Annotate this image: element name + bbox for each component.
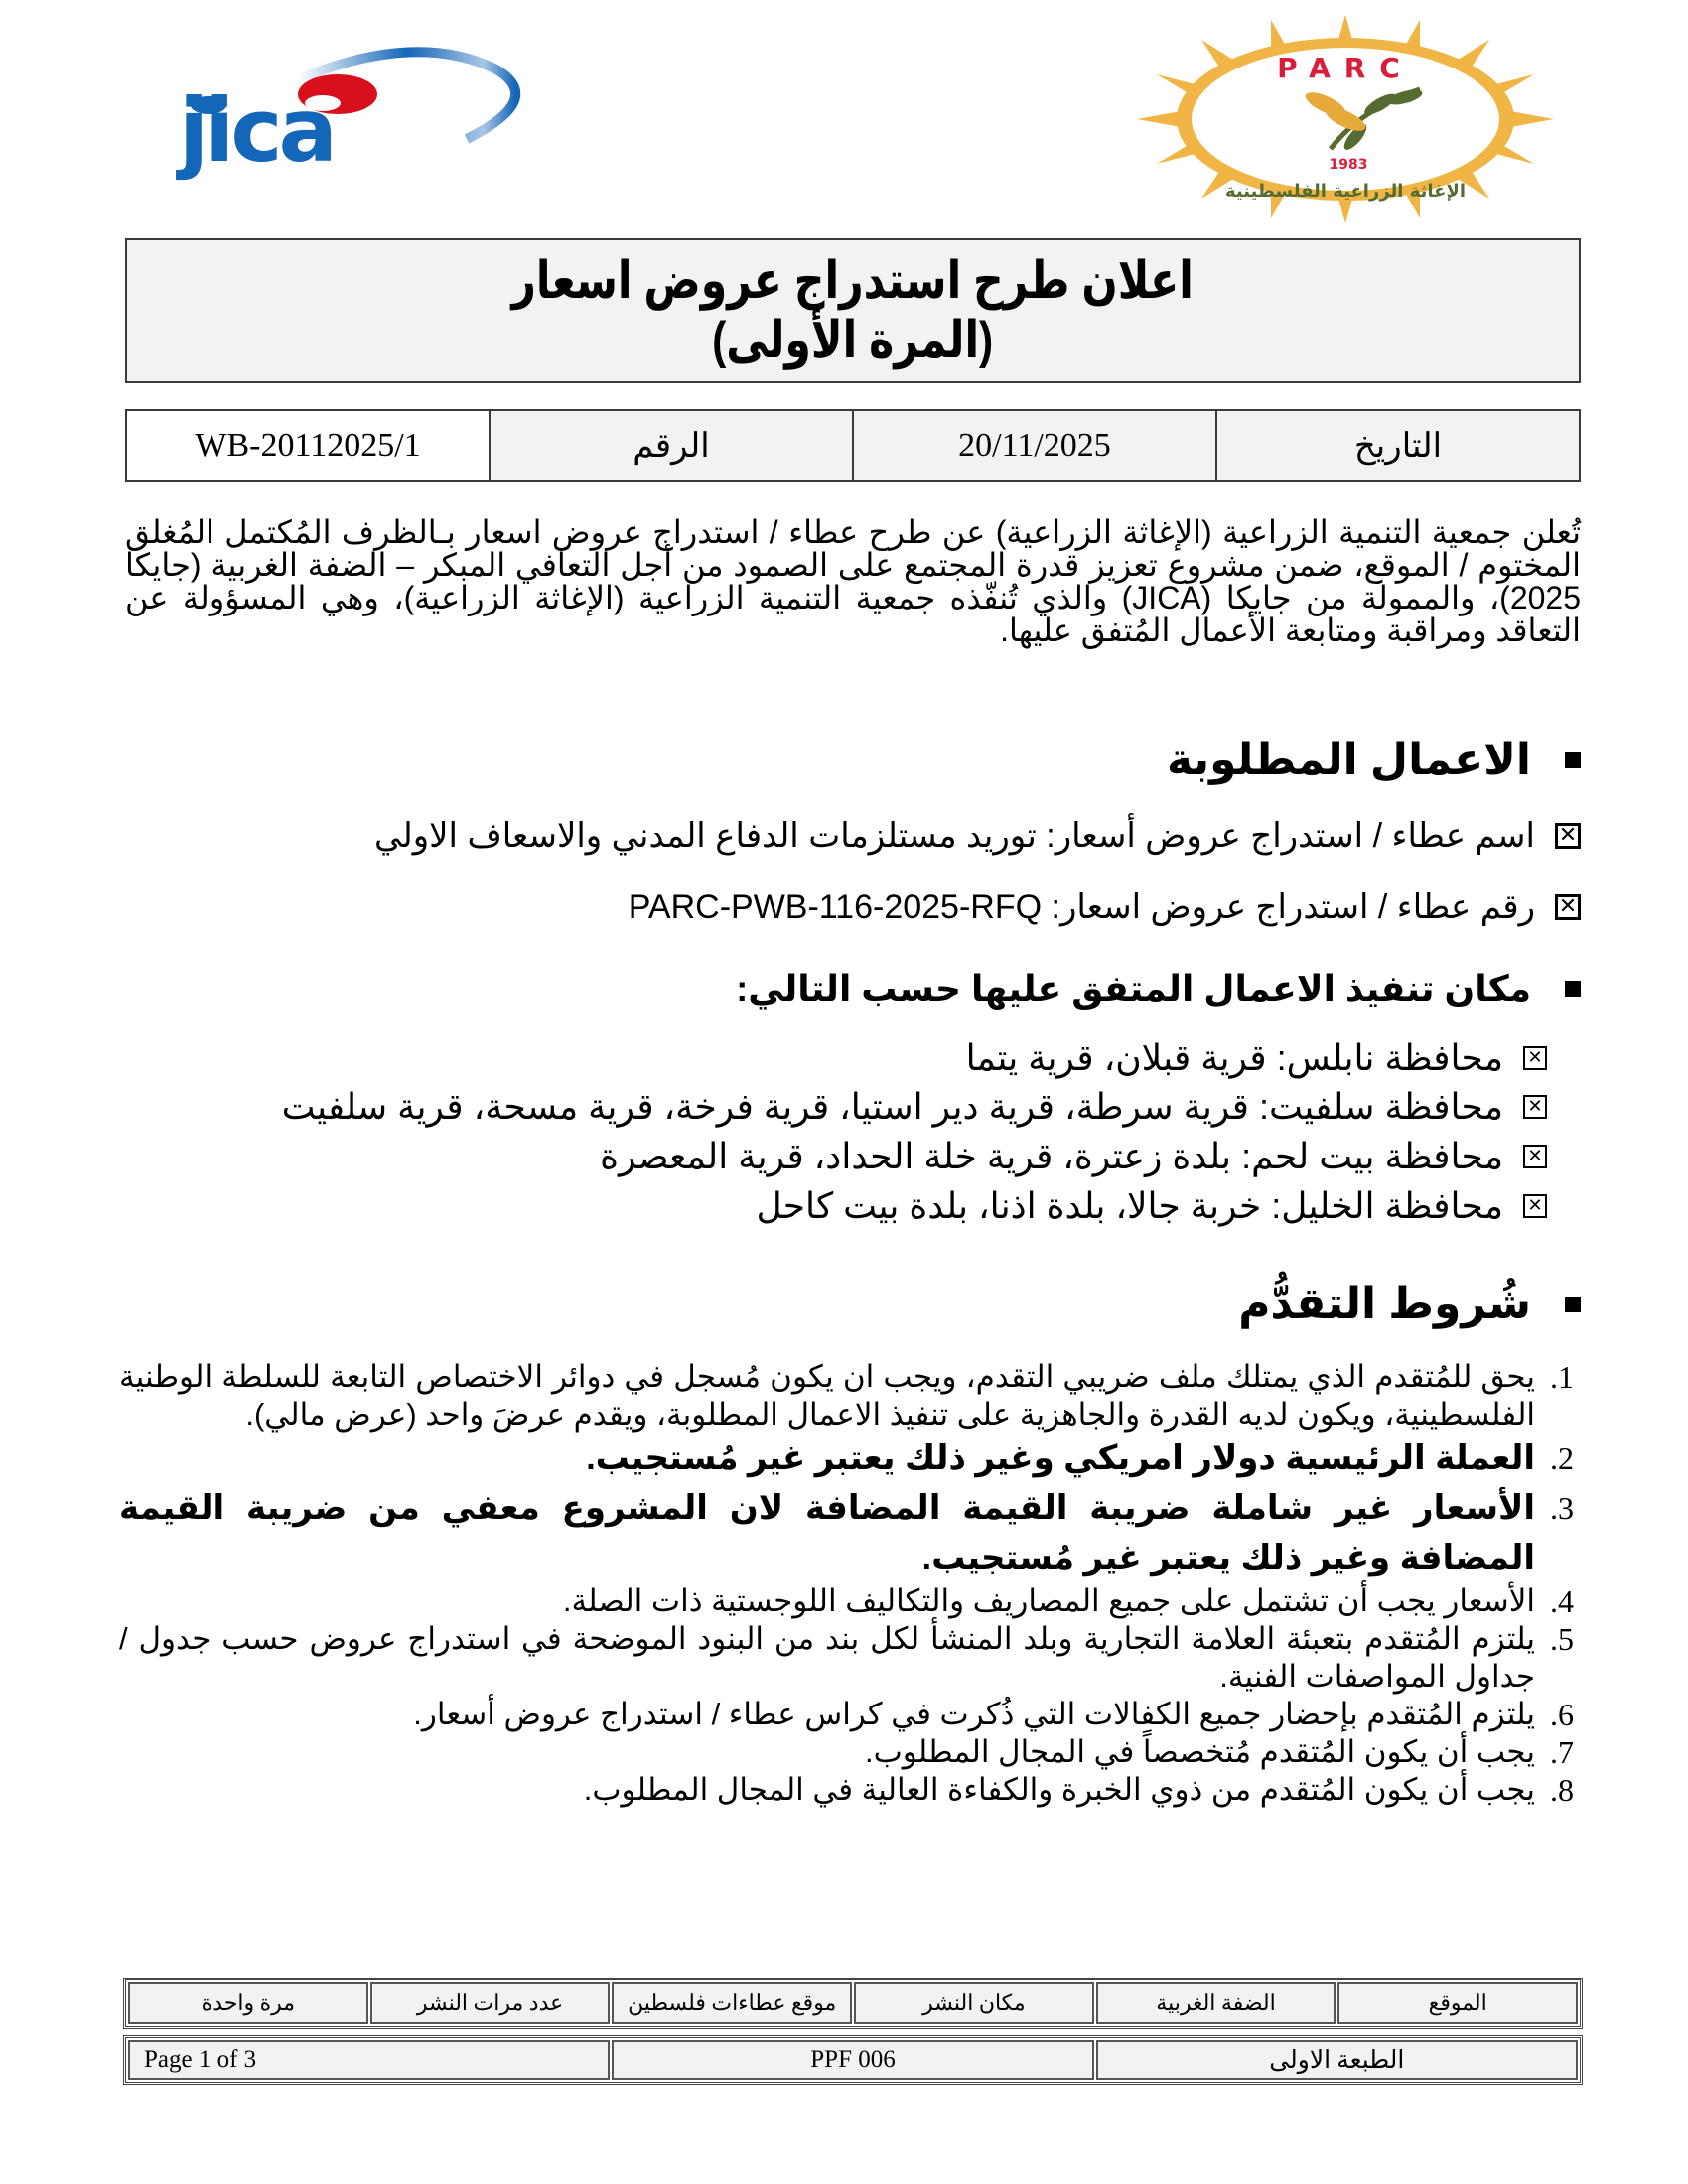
footer-document-table	[123, 2035, 1583, 2085]
conditions-list	[119, 1358, 1589, 1809]
condition-item: 2. العملة الرئيسية دولار امريكي وغير ذلك يعتبر غير مُستجيب.	[586, 1439, 1574, 1477]
jica-logo	[169, 40, 556, 189]
announcement-title: اعلان طرح استدراج عروض اسعار	[511, 252, 1195, 310]
location-item: ✕ محافظة بيت لحم: بلدة زعترة، قرية خلة الحداد، قرية المعصرة	[600, 1136, 1547, 1177]
footer-publish-count-label: عدد مرات النشر	[370, 1982, 611, 2024]
condition-item: 8. يجب أن يكون المُتقدم من ذوي الخبرة والكفاءة العالية في المجال المطلوب.	[583, 1772, 1574, 1808]
footer-publish-place-value: موقع عطاءات فلسطين	[612, 1982, 852, 2024]
required-work-item: ✕ رقم عطاء / استدراج عروض اسعار: PARC-PWB-116-2025-RFQ	[629, 887, 1581, 927]
condition-item: 1. يحق للمُتقدم الذي يمتلك ملف ضريبي التقدم، ويجب ان يكون مُسجل في دوائر الاختصاص التابعة للسلطة الوطنية الفلسطينية، ويكون لديه القدرة والجاهزية على تنفيذ الاعمال المطلوبة، ويقدم عرضَ واحد (عرض مالي).	[119, 1359, 1574, 1432]
location-item: ✕ محافظة نابلس: قرية قبلان، قرية يتما	[966, 1037, 1547, 1079]
condition-item: 3. الأسعار غير شاملة ضريبة القيمة المضافة لان المشروع معفي من ضريبة القيمة المضافة وغير ذلك يعتبر غير مُستجيب.	[119, 1489, 1574, 1576]
date-label: التاريخ	[1216, 410, 1580, 481]
announcement-title-box	[125, 238, 1581, 383]
location-item: ✕ محافظة الخليل: خربة جالا، بلدة اذنا، بلدة بيت كاحل	[756, 1185, 1547, 1227]
parc-acronym: PARC	[1277, 52, 1414, 84]
section-heading: الاعمال المطلوبة	[1166, 736, 1531, 784]
condition-item: 4. الأسعار يجب أن تشتمل على جميع المصاريف والتكاليف اللوجستية ذات الصلة.	[562, 1583, 1574, 1619]
location-item: ✕ محافظة سلفيت: قرية سرطة، قرية دير استيا، قرية فرخة، قرية مسحة، قرية سلفيت	[282, 1086, 1547, 1128]
section-heading: شُروط التقدُّم	[1238, 1280, 1531, 1328]
condition-item: 5. يلتزم المُتقدم بتعبئة العلامة التجارية وبلد المنشأ لكل بند من البنود الموضحة في استدراج عروض حسب جدول / جداول المواصفات الفنية.	[119, 1621, 1574, 1694]
number-label: الرقم	[490, 410, 853, 481]
parc-arabic-name: الإغاثة الزراعية الفلسطينية	[1224, 181, 1467, 202]
announcement-subtitle: (المرة الأولى)	[712, 312, 994, 369]
condition-item: 7. يجب أن يكون المُتقدم مُتخصصاً في المجال المطلوب.	[864, 1734, 1574, 1770]
section-conditions	[1238, 1279, 1581, 1329]
footer-publication-table	[123, 1978, 1583, 2029]
intro-paragraph: تُعلن جمعية التنمية الزراعية (الإغاثة الزراعية) عن طرح عطاء / استدراج عروض اسعار بـالظرف المُكتمل المُغلق المختوم / الموقع، ضمن مشروع تعزيز قدرة المجتمع على الصمود من أجل التعافي المبكر – الضفة الغربية (جايكا 2025)، والممولة من جايكا (JICA) والذي تُنفّذه جمعية التنمية الزراعية (الإغاثة الزراعية)، وهي المسؤولة عن التعاقد ومراقبة ومتابعة الأعمال المُتفق عليها.	[125, 514, 1582, 648]
footer-location-label: الموقع	[1337, 1982, 1578, 2024]
jica-wordmark: jica	[179, 79, 334, 182]
bullet-square-icon	[1565, 752, 1581, 768]
footer-location-value: الضفة الغربية	[1096, 1982, 1336, 2024]
parc-year: 1983	[1329, 157, 1368, 173]
condition-item: 6. يلتزم المُتقدم بإحضار جميع الكفالات التي ذُكرت في كراس عطاء / استدراج عروض أسعار.	[413, 1697, 1574, 1732]
date-value: 20/11/2025	[853, 410, 1216, 481]
bullet-square-icon	[1565, 981, 1581, 997]
footer-publish-place-label: مكان النشر	[854, 1982, 1094, 2024]
bullet-square-icon	[1565, 1297, 1581, 1312]
section-heading: مكان تنفيذ الاعمال المتفق عليها حسب التالي:	[736, 968, 1531, 1009]
footer-publish-count-value: مرة واحدة	[128, 1982, 368, 2024]
footer-edition: الطبعة الاولى	[1096, 2040, 1578, 2080]
parc-logo	[1132, 10, 1559, 228]
footer-form-code: PPF 006	[612, 2040, 1093, 2080]
section-required-works	[1167, 735, 1581, 785]
number-value: WB-20112025/1	[126, 410, 490, 481]
checked-box-icon: ✕	[1523, 1046, 1547, 1070]
checked-box-icon: ✕	[1555, 823, 1581, 849]
section-locations	[736, 968, 1581, 1010]
checked-box-icon: ✕	[1523, 1194, 1547, 1218]
required-work-item: ✕ اسم عطاء / استدراج عروض أسعار: توريد مستلزمات الدفاع المدني والاسعاف الاولي	[374, 816, 1581, 856]
footer-page-number: Page 1 of 3	[128, 2040, 610, 2080]
checked-box-icon: ✕	[1523, 1095, 1547, 1119]
meta-table	[125, 409, 1581, 482]
checked-box-icon: ✕	[1555, 894, 1581, 920]
checked-box-icon: ✕	[1523, 1145, 1547, 1168]
